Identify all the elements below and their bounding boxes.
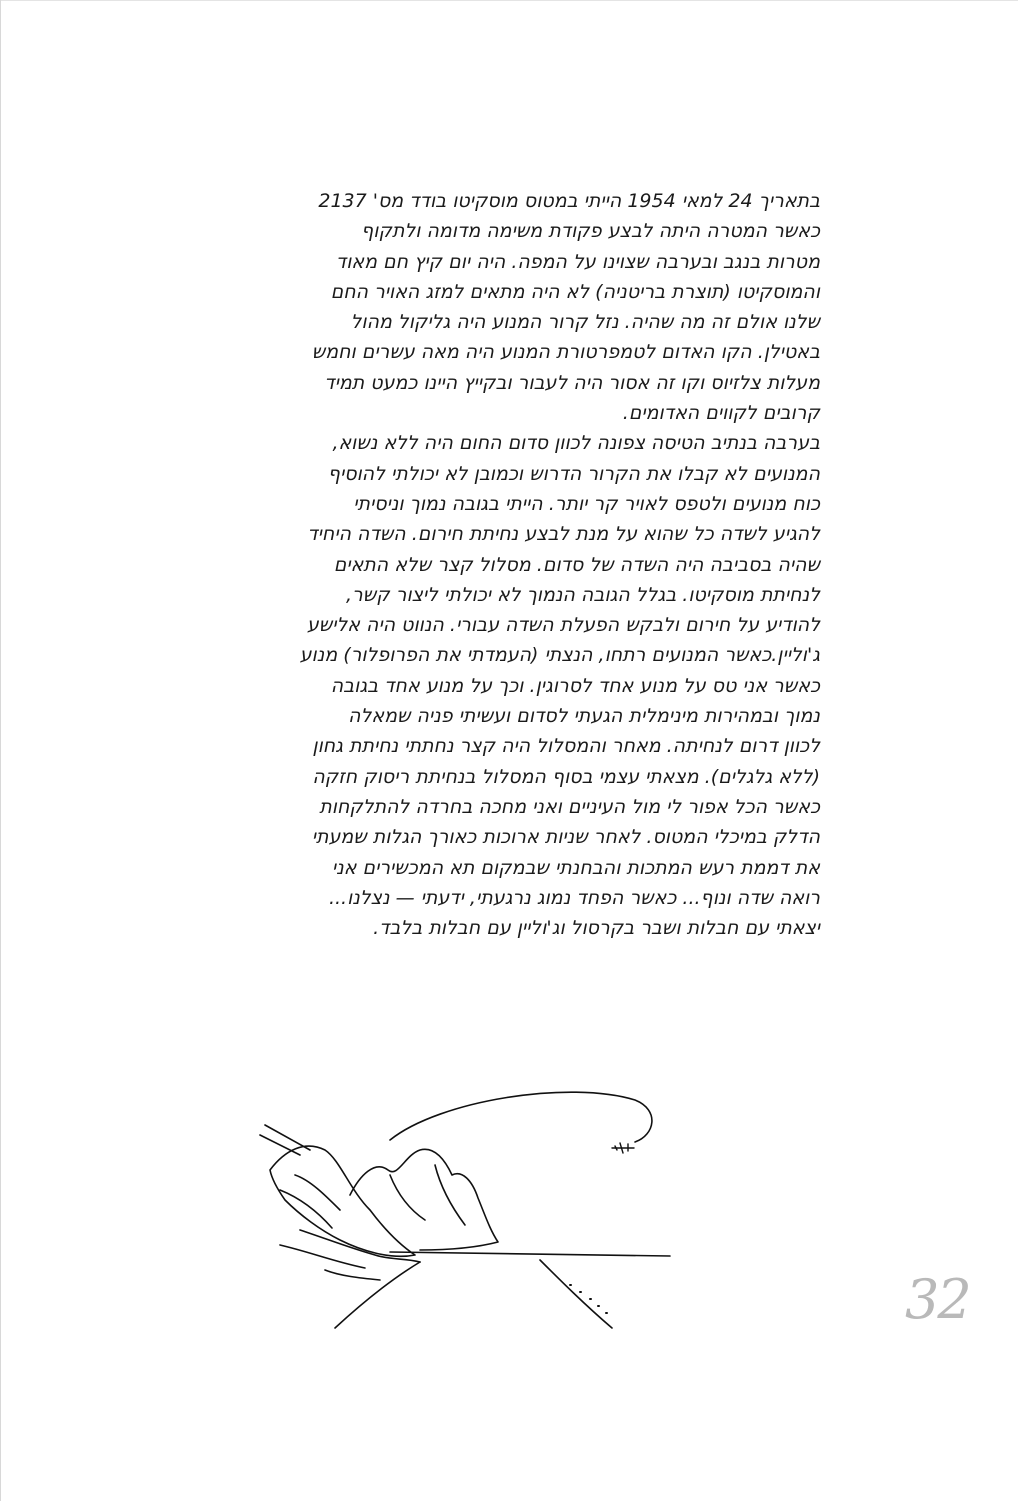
aircraft-icon xyxy=(612,1143,634,1153)
text-line: להגיע לשדה כל שהוא על מנת לבצע נחיתת חירום. השדה היחיד xyxy=(307,523,820,546)
flight-path-arc xyxy=(390,1092,652,1142)
aircraft-landscape-sketch xyxy=(240,1080,680,1330)
mountain-right xyxy=(350,1149,498,1250)
text-line: מטרות בנגב ובערבה שצוינו על המפה. היה יום קיץ חם מאוד xyxy=(335,250,820,273)
text-line: כאשר המטרה היתה לבצע פקודת משימה מדומה ולתקוף xyxy=(361,220,820,243)
text-line: באטילן. הקו האדום לטמפרטורת המנוע היה מאה עשרים וחמש xyxy=(311,341,820,364)
text-line: שלנו אולם זה מה שהיה. נזל קרור המנוע היה גליקול מהול xyxy=(350,311,820,334)
text-line: בערבה בנתיב הטיסה צפונה לכוון סדום החום היה ללא נשוא, xyxy=(332,432,820,455)
scan-edge-left xyxy=(0,0,1,1501)
text-line: ג'וליין.כאשר המנועים רתחו, הנצתי (העמדתי את הפרופלור) מנוע xyxy=(299,644,820,667)
shoreline xyxy=(325,1270,380,1280)
text-line: קרובים לקווים האדומים. xyxy=(622,402,820,425)
memoir-text-block xyxy=(200,186,820,943)
runway-edge xyxy=(335,1262,420,1328)
text-line: רואה שדה ונוף... כאשר הפחד נמוג נרגעתי, ידעתי — נצלנו... xyxy=(328,886,820,909)
page-number: 32 xyxy=(905,1268,970,1331)
text-line: לנחיתת מוסקיטו. בגלל הגובה הנמוך לא יכולתי ליצור קשר, xyxy=(345,583,820,606)
mountain-ridge xyxy=(390,1175,425,1220)
mountain-left xyxy=(270,1146,415,1256)
text-line: לכוון דרום לנחיתה. מאחר והמסלול היה קצר נחתתי נחיתת גחון xyxy=(312,735,820,758)
scan-edge-top xyxy=(0,0,1018,1)
text-line: הדלק במיכלי המטוס. לאחר שניות ארוכות כאורך הגלות שמעתי xyxy=(311,826,820,849)
sky-streak xyxy=(260,1135,300,1155)
runway-lights xyxy=(570,1285,607,1313)
text-line: את דממת רעש המתכות והבחנתי שבמקום תא המכשירים אני xyxy=(331,856,820,879)
horizon-line xyxy=(390,1252,670,1256)
text-line: שהיה בסביבה היה השדה של סדום. מסלול קצר שלא התאים xyxy=(333,553,820,576)
mountain-ridge xyxy=(295,1175,340,1210)
text-line: בתאריך 24 למאי 1954 הייתי במטוס מוסקיטו בודד מס' 2137 xyxy=(318,190,820,212)
text-line: מעלות צלזיוס וקו זה אסור היה לעבור ובקייץ היינו כמעט תמיד xyxy=(324,371,820,394)
text-line: (ללא גלגלים). מצאתי עצמי בסוף המסלול בנחיתת ריסוק חזקה xyxy=(312,765,820,788)
runway-edge xyxy=(540,1260,612,1328)
text-line: נמוך ובמהירות מינימלית הגעתי לסדום ועשיתי פניה שמאלה xyxy=(348,705,820,728)
text-line: כאשר הכל אפור לי מול העיניים ואני מחכה בחרדה להתלקחות xyxy=(319,795,820,818)
text-line: יצאתי עם חבלות ושבר בקרסול וג'וליין עם חבלות בלבד. xyxy=(373,917,820,940)
text-line: והמוסקיטו (תוצרת בריטניה) לא היה מתאים למזג האויר החם xyxy=(330,280,820,303)
text-line: כוח מנועים ולטפס לאויר קר יותר. הייתי בגובה נמוך וניסיתי xyxy=(353,492,820,515)
text-line: כאשר אני טס על מנוע אחד לסרוגין. וכך על מנוע אחד בגובה xyxy=(330,674,820,697)
text-line: להודיע על חירום ולבקש הפעלת השדה עבורי. הנווט היה אלישע xyxy=(306,614,820,637)
text-line: המנועים לא קבלו את הקרור הדרוש וכמובן לא יכולתי להוסיף xyxy=(327,462,820,485)
